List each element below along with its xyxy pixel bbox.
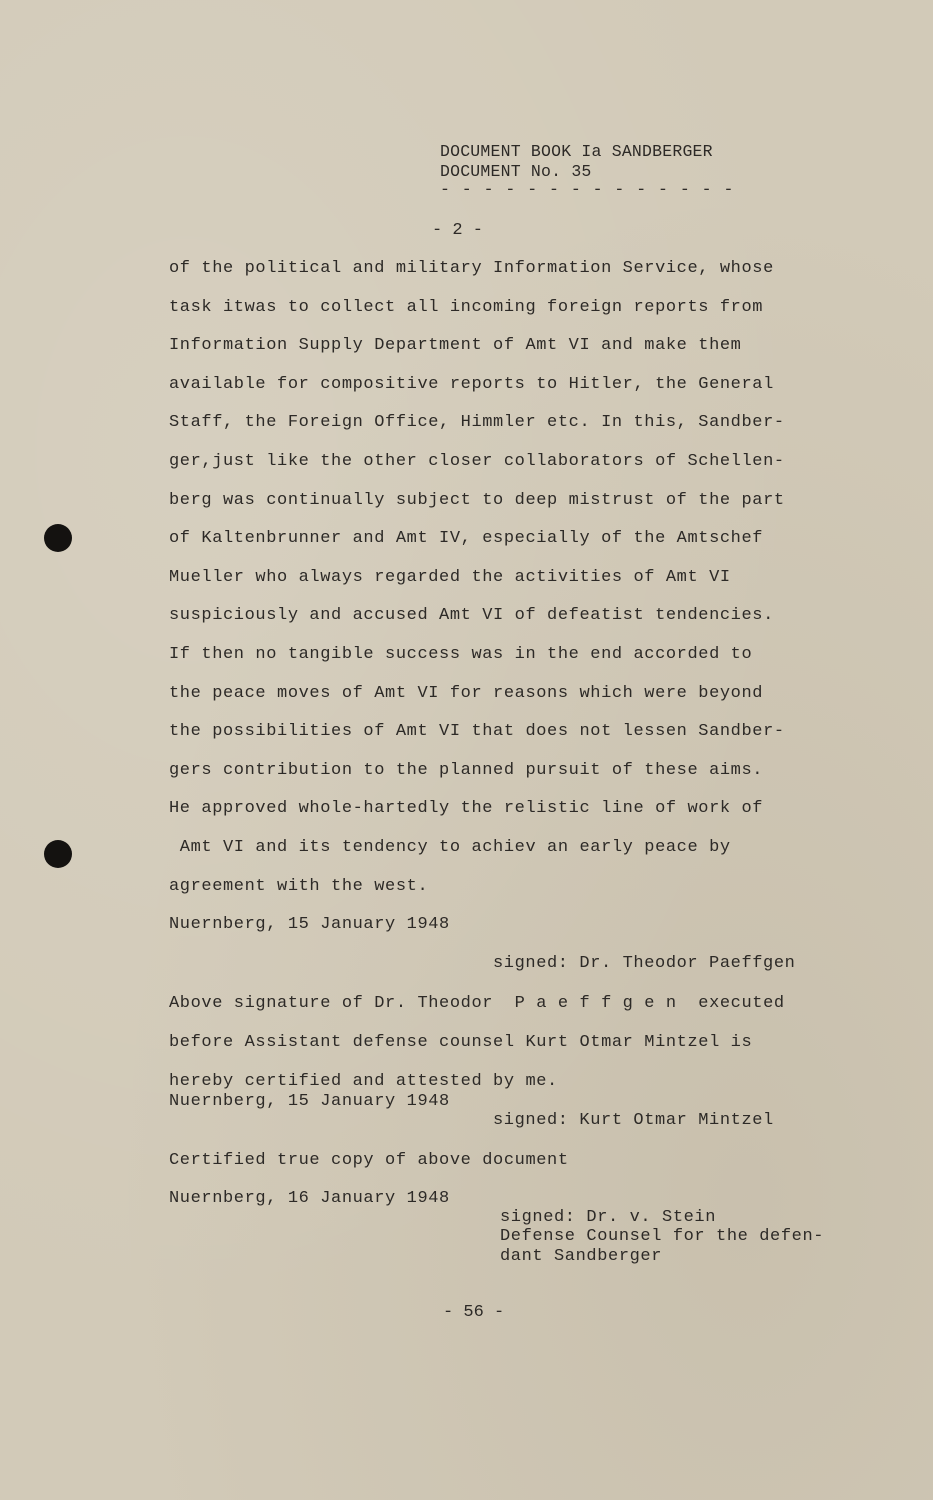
document-header	[440, 142, 734, 198]
signature-mintzel: signed: Kurt Otmar Mintzel	[493, 1111, 774, 1130]
body-line: suspiciously and accused Amt VI of defeatist tendencies.	[169, 606, 774, 626]
footer-page-number: - 56 -	[443, 1303, 505, 1322]
attestation-line-2: before Assistant defense counsel Kurt Otmar Mintzel is	[169, 1033, 753, 1052]
body-line: He approved whole-hartedly the relistic line of work of	[169, 799, 764, 819]
body-line: available for compositive reports to Hitler, the General	[169, 374, 774, 394]
page-mark: - 2 -	[432, 221, 484, 240]
header-book-line: DOCUMENT BOOK Ia SANDBERGER	[440, 142, 713, 161]
body-line: agreement with the west.	[169, 876, 429, 896]
certified-line: Certified true copy of above document	[169, 1151, 569, 1170]
certified-date: Nuernberg, 16 January 1948	[169, 1189, 450, 1208]
punch-hole-top	[44, 524, 72, 552]
body-line: Amt VI and its tendency to achiev an early peace by	[169, 837, 731, 857]
header-dashes: - - - - - - - - - - - - - -	[440, 180, 735, 199]
punch-hole-bottom	[44, 840, 72, 868]
body-line: Staff, the Foreign Office, Himmler etc. In this, Sandber-	[169, 413, 785, 433]
body-line: of the political and military Information Service, whose	[169, 259, 774, 278]
stein-role-line-2: dant Sandberger	[500, 1247, 663, 1266]
body-line: Information Supply Department of Amt VI and make them	[169, 336, 742, 356]
body-text	[169, 258, 869, 953]
body-date-line: Nuernberg, 15 January 1948	[169, 915, 450, 935]
body-line: of Kaltenbrunner and Amt IV, especially of the Amtschef	[169, 529, 764, 549]
body-line: Mueller who always regarded the activities of Amt VI	[169, 567, 731, 587]
body-line: ger,just like the other closer collaborators of Schellen-	[169, 451, 785, 471]
signature-paeffgen: signed: Dr. Theodor Paeffgen	[493, 954, 796, 973]
body-line: the peace moves of Amt VI for reasons which were beyond	[169, 683, 764, 703]
signature-stein: signed: Dr. v. Stein	[500, 1208, 717, 1227]
stein-role-line-1: Defense Counsel for the defen-	[500, 1227, 825, 1246]
body-line: the possibilities of Amt VI that does not lessen Sandber-	[169, 722, 785, 742]
body-line: If then no tangible success was in the end accorded to	[169, 644, 753, 664]
attestation-date: Nuernberg, 15 January 1948	[169, 1092, 450, 1111]
header-number-line: DOCUMENT No. 35	[440, 162, 592, 181]
attestation-line-3: hereby certified and attested by me.	[169, 1072, 558, 1091]
body-line: task itwas to collect all incoming foreign reports from	[169, 297, 764, 317]
attestation-line-1: Above signature of Dr. Theodor P a e f f g e n executed	[169, 994, 785, 1013]
body-line: gers contribution to the planned pursuit of these aims.	[169, 760, 764, 780]
body-line: berg was continually subject to deep mistrust of the part	[169, 490, 785, 510]
